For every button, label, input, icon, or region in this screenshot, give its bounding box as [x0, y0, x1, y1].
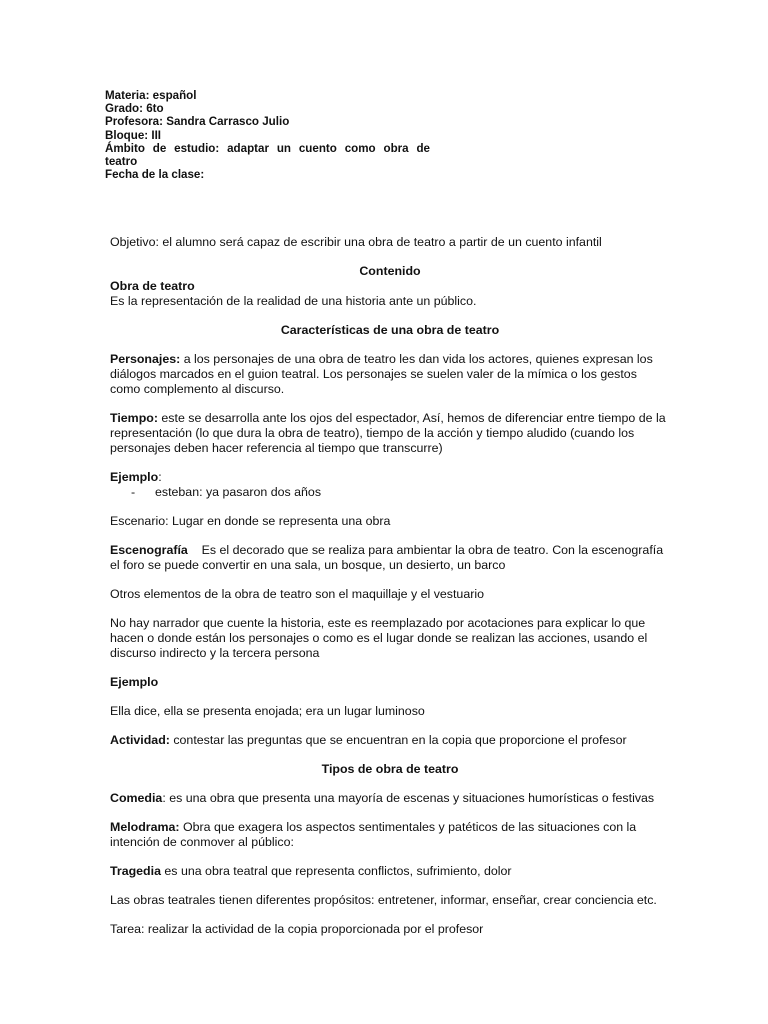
- obra-title: Obra de teatro: [110, 279, 195, 293]
- personajes-paragraph: [110, 352, 670, 397]
- ella-paragraph: Ella dice, ella se presenta enojada; era un lugar luminoso: [110, 704, 425, 718]
- tarea-paragraph: Tarea: realizar la actividad de la copia proporcionada por el profesor: [110, 922, 484, 936]
- tragedia-text: es una obra teatral que representa conflictos, sufrimiento, dolor: [160, 864, 512, 878]
- document-header: [105, 89, 430, 181]
- ejemplo-2-heading: Ejemplo: [110, 675, 159, 689]
- comedia-label: Comedia: [110, 791, 163, 805]
- obra-text: Es la representación de la realidad de una historia ante un público.: [110, 294, 477, 308]
- ejemplo-heading: [110, 470, 670, 485]
- escenografia-label: Escenografía: [110, 543, 188, 557]
- narrador-paragraph: No hay narrador que cuente la historia, este es reemplazado por acotaciones para explicar lo que hacen o donde están los personajes o como es el lugar donde se realizan las acciones, usando el discurso indirecto y la tercera persona: [110, 616, 648, 660]
- comedia-paragraph: [110, 791, 670, 806]
- ambito-line: Ámbito de estudio: adaptar un cuento como obra de: [105, 141, 430, 155]
- propositos-paragraph: Las obras teatrales tienen diferentes propósitos: entretener, informar, enseñar, crear conciencia etc.: [110, 893, 657, 907]
- document-body: [110, 235, 670, 937]
- fecha-line: Fecha de la clase:: [105, 168, 205, 182]
- escenografia-paragraph: [110, 543, 670, 573]
- tiempo-paragraph: [110, 411, 670, 456]
- objetivo-paragraph: Objetivo: el alumno será capaz de escribir una obra de teatro a partir de un cuento infantil: [110, 235, 602, 249]
- tragedia-label: Tragedia: [110, 864, 161, 878]
- personajes-text: a los personajes de una obra de teatro les dan vida los actores, quienes expresan los diálogos marcados en el guion teatral. Los personajes se suelen valer de la mímica o los gestos como complemento al discurso.: [110, 352, 653, 396]
- actividad-paragraph: [110, 733, 670, 748]
- melodrama-text: Obra que exagera los aspectos sentimentales y patéticos de las situaciones con la intención de conmover al público:: [110, 820, 637, 849]
- obra-paragraph: [110, 279, 670, 309]
- contenido-heading: Contenido: [359, 264, 421, 278]
- ejemplo-label: Ejemplo: [110, 470, 159, 484]
- grado-line: Grado: 6to: [105, 102, 164, 116]
- melodrama-label: Melodrama:: [110, 820, 180, 834]
- tiempo-label: Tiempo:: [110, 411, 158, 425]
- list-item: [110, 485, 670, 500]
- caracteristicas-heading: Características de una obra de teatro: [280, 323, 500, 337]
- otros-paragraph: Otros elementos de la obra de teatro son el maquillaje y el vestuario: [110, 587, 484, 601]
- comedia-text: : es una obra que presenta una mayoría de escenas y situaciones humorísticas o festivas: [162, 791, 655, 805]
- tipos-heading: Tipos de obra de teatro: [321, 762, 459, 776]
- list-item-text: esteban: ya pasaron dos años: [155, 485, 322, 499]
- escenario-paragraph: Escenario: Lugar en donde se representa una obra: [110, 514, 391, 528]
- actividad-text: contestar las preguntas que se encuentran en la copia que proporcione el profesor: [169, 733, 627, 747]
- list-dash: -: [131, 485, 136, 499]
- bloque-line: Bloque: III: [105, 128, 162, 142]
- tiempo-text: este se desarrolla ante los ojos del espectador, Así, hemos de diferenciar entre tiempo de la representación (lo que dura la obra de teatro), tiempo de la acción y tiempo aludido (cuando los personajes deben hacer referencia al tiempo que transcurre): [110, 411, 666, 455]
- personajes-label: Personajes:: [110, 352, 181, 366]
- escenografia-text: Es el decorado que se realiza para ambientar la obra de teatro. Con la escenografía el foro se puede convertir en una sala, un bosque, un desierto, un barco: [110, 543, 667, 572]
- tragedia-paragraph: [110, 864, 670, 879]
- profesora-line: Profesora: Sandra Carrasco Julio: [105, 115, 290, 129]
- materia-line: Materia: español: [105, 89, 197, 102]
- actividad-label: Actividad:: [110, 733, 170, 747]
- ambito-line-continued: teatro: [105, 155, 138, 169]
- ejemplo-colon: :: [158, 470, 162, 484]
- melodrama-paragraph: [110, 820, 670, 850]
